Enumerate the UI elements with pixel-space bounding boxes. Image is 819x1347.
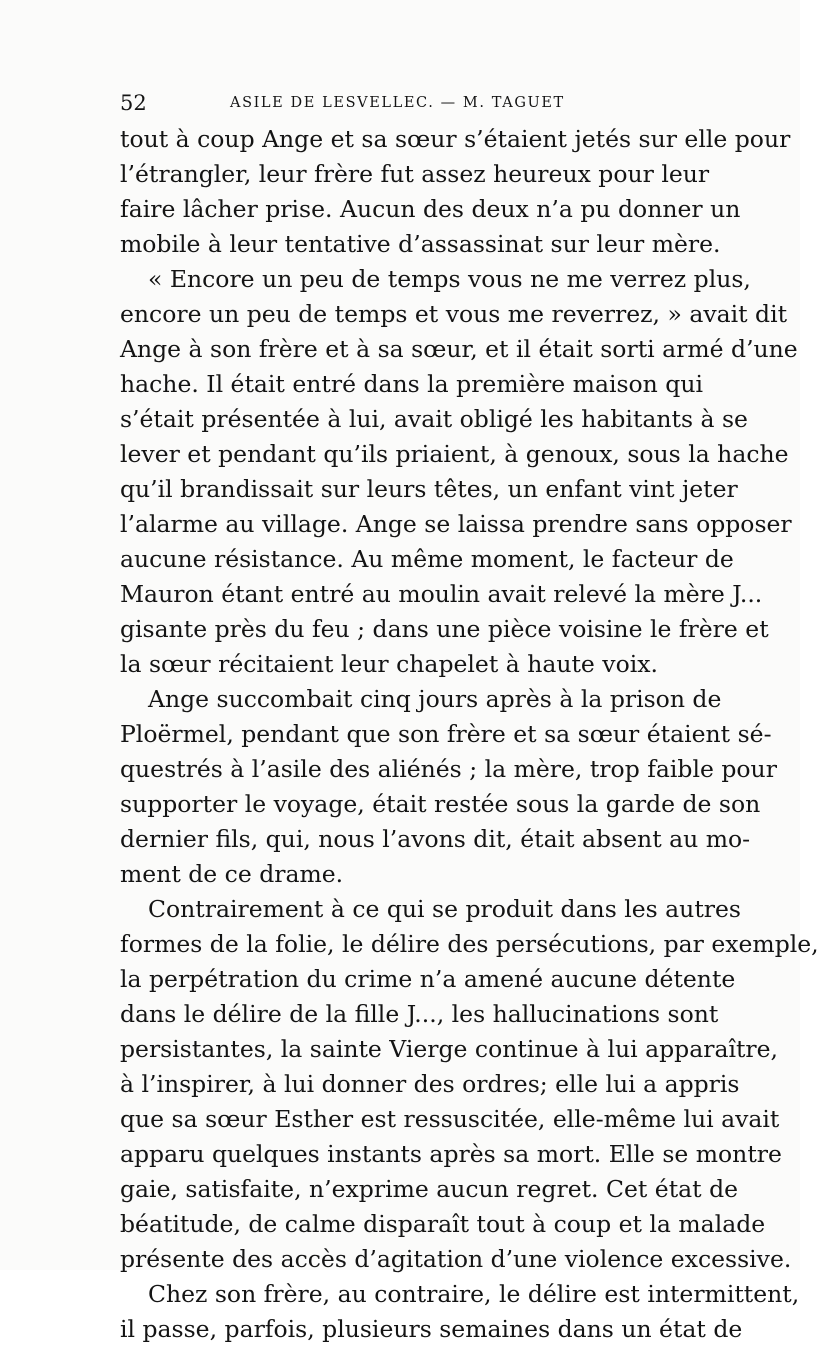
text-line: béatitude, de calme disparaît tout à coup et la malade	[120, 1210, 766, 1238]
text-line: lever et pendant qu’ils priaient, à genoux, sous la hache	[120, 440, 789, 468]
text-line: encore un peu de temps et vous me reverrez, » avait dit	[120, 300, 788, 328]
running-title: ASILE DE LESVELLEC. — M. TAGUET	[230, 95, 565, 111]
text-line: ment de ce drame.	[120, 860, 344, 888]
text-line: questrés à l’asile des aliénés ; la mère, trop faible pour	[120, 755, 777, 783]
text-line: à l’inspirer, à lui donner des ordres; elle lui a appris	[120, 1070, 740, 1098]
page-number: 52	[120, 91, 147, 115]
text-line: Contrairement à ce qui se produit dans les autres	[148, 895, 741, 923]
text-line: « Encore un peu de temps vous ne me verrez plus,	[148, 265, 751, 293]
text-line: tout à coup Ange et sa sœur s’étaient jetés sur elle pour	[120, 125, 791, 153]
text-line: Ange succombait cinq jours après à la prison de	[148, 685, 722, 713]
body-text	[120, 122, 819, 1347]
text-line: apparu quelques instants après sa mort. Elle se montre	[120, 1140, 782, 1168]
text-line: la sœur récitaient leur chapelet à haute voix.	[120, 650, 658, 678]
text-line: Mauron étant entré au moulin avait relevé la mère J...	[120, 580, 763, 608]
text-line: Chez son frère, au contraire, le délire est intermittent,	[148, 1280, 800, 1308]
text-line: Ploërmel, pendant que son frère et sa sœur étaient sé-	[120, 720, 772, 748]
text-line: présente des accès d’agitation d’une violence excessive.	[120, 1245, 792, 1273]
text-line: hache. Il était entré dans la première maison qui	[120, 370, 703, 398]
text-line: que sa sœur Esther est ressuscitée, elle-même lui avait	[120, 1105, 780, 1133]
text-line: la perpétration du crime n’a amené aucune détente	[120, 965, 736, 993]
running-header	[120, 88, 680, 118]
text-line: l’alarme au village. Ange se laissa prendre sans opposer	[120, 510, 792, 538]
text-line: mobile à leur tentative d’assassinat sur leur mère.	[120, 230, 721, 258]
text-line: Ange à son frère et à sa sœur, et il était sorti armé d’une	[120, 335, 798, 363]
text-line: il passe, parfois, plusieurs semaines dans un état de	[120, 1315, 743, 1343]
text-line: gisante près du feu ; dans une pièce voisine le frère et	[120, 615, 769, 643]
text-line: supporter le voyage, était restée sous la garde de son	[120, 790, 761, 818]
text-line: dans le délire de la fille J..., les hallucinations sont	[120, 1000, 719, 1028]
text-line: faire lâcher prise. Aucun des deux n’a pu donner un	[120, 195, 741, 223]
text-line: dernier fils, qui, nous l’avons dit, était absent au mo-	[120, 825, 751, 853]
text-line: gaie, satisfaite, n’exprime aucun regret. Cet état de	[120, 1175, 739, 1203]
text-line: formes de la folie, le délire des persécutions, par exemple,	[120, 930, 819, 958]
text-line: aucune résistance. Au même moment, le facteur de	[120, 545, 734, 573]
text-line: persistantes, la sainte Vierge continue à lui apparaître,	[120, 1035, 779, 1063]
text-line: l’étrangler, leur frère fut assez heureux pour leur	[120, 160, 710, 188]
text-line: s’était présentée à lui, avait obligé les habitants à se	[120, 405, 748, 433]
text-line: qu’il brandissait sur leurs têtes, un enfant vint jeter	[120, 475, 738, 503]
